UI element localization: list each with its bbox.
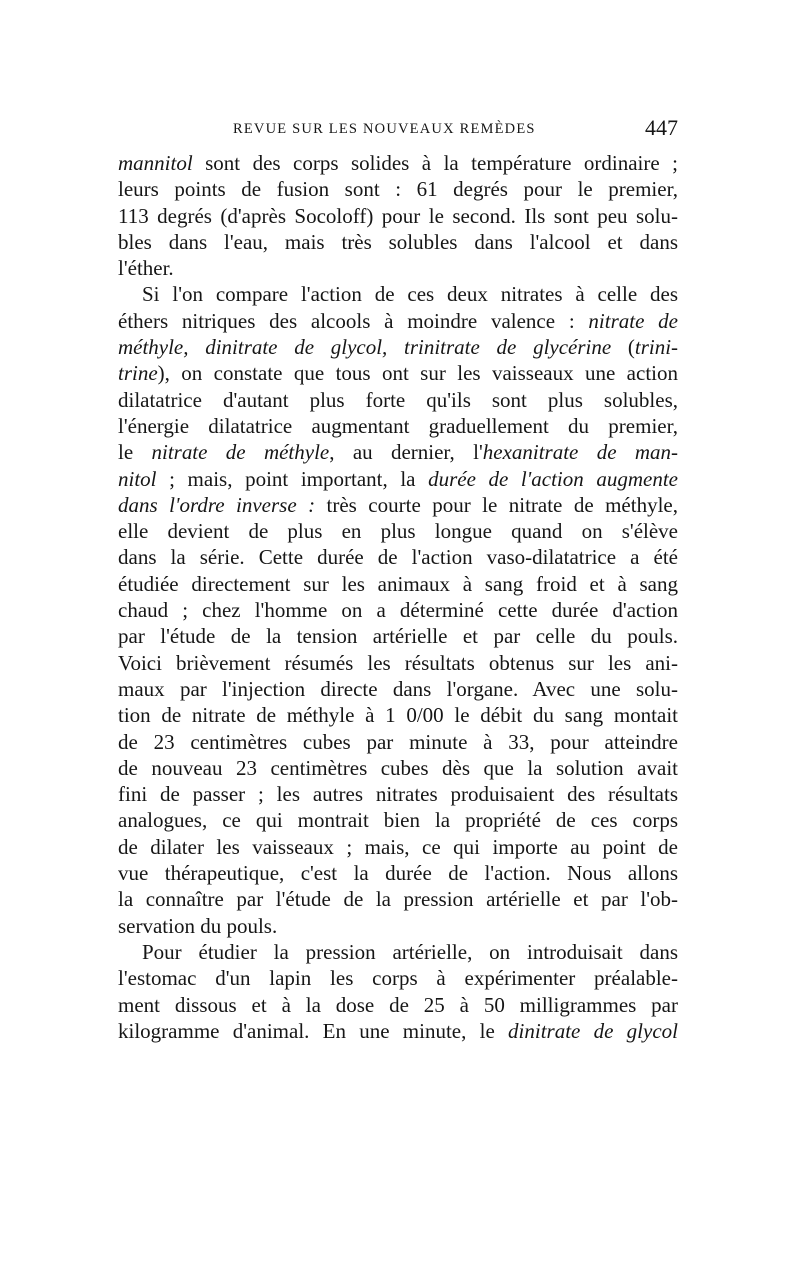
text-segment: fini de passer ; les autres nitrates produisaient des résultats bbox=[118, 782, 678, 807]
text-line bbox=[118, 650, 678, 676]
text-segment: de 23 centimètres cubes par minute à 33, pour atteindre bbox=[118, 729, 678, 754]
text-line bbox=[118, 623, 678, 649]
text-line bbox=[118, 255, 678, 281]
page-number: 447 bbox=[645, 115, 678, 140]
text-segment: sont des corps solides à la température ordinaire ; bbox=[192, 151, 678, 175]
text-line bbox=[118, 203, 678, 229]
body-text bbox=[118, 150, 678, 1044]
text-line bbox=[118, 150, 678, 176]
text-segment: l'énergie dilatatrice augmentant graduellement du premier, bbox=[118, 413, 678, 438]
italic-text: trine bbox=[118, 361, 158, 386]
text-line bbox=[118, 886, 678, 912]
text-segment: analogues, ce qui montrait bien la propriété de ces corps bbox=[118, 808, 678, 833]
text-segment: , au dernier, l' bbox=[329, 440, 483, 465]
text-segment: la connaître par l'étude de la pression artérielle et par l'ob- bbox=[118, 887, 678, 912]
text-line bbox=[118, 597, 678, 623]
text-segment: bles dans l'eau, mais très solubles dans l'alcool et dans bbox=[118, 229, 678, 254]
text-segment: l'éther. bbox=[118, 256, 174, 281]
text-segment: très courte pour le nitrate de méthyle, bbox=[315, 492, 678, 517]
text-line bbox=[118, 913, 678, 939]
text-segment: vue thérapeutique, c'est la durée de l'action. Nous allons bbox=[118, 861, 678, 886]
text-segment: ( bbox=[611, 335, 635, 360]
text-line bbox=[118, 860, 678, 886]
text-segment: elle devient de plus en plus longue quand on s'élève bbox=[118, 519, 678, 544]
text-segment: ment dissous et à la dose de 25 à 50 milligrammes par bbox=[118, 992, 678, 1017]
italic-text: trini- bbox=[634, 335, 679, 360]
text-segment: servation du pouls. bbox=[118, 913, 278, 938]
text-line bbox=[118, 781, 678, 807]
text-line bbox=[118, 413, 678, 439]
italic-text: dans l'ordre inverse : bbox=[118, 492, 316, 517]
text-segment: dans la série. Cette durée de l'action vaso-dilatatrice a été bbox=[118, 545, 678, 570]
text-segment: tion de nitrate de méthyle à 1 0/00 le débit du sang montait bbox=[118, 703, 678, 728]
italic-text: dinitrate de glycol bbox=[508, 1018, 678, 1043]
text-line bbox=[118, 229, 678, 255]
text-segment: kilogramme d'animal. En une minute, le bbox=[118, 1018, 509, 1043]
text-line bbox=[118, 702, 678, 728]
text-line bbox=[118, 755, 678, 781]
text-segment: dilatatrice d'autant plus forte qu'ils sont plus solubles, bbox=[118, 387, 678, 412]
text-segment: Si l'on compare l'action de ces deux nitrates à celle des bbox=[142, 282, 678, 307]
text-segment: leurs points de fusion sont : 61 degrés pour le premier, bbox=[118, 177, 678, 202]
text-line bbox=[118, 1018, 678, 1044]
text-line bbox=[118, 992, 678, 1018]
text-segment: le bbox=[118, 440, 152, 465]
text-line bbox=[118, 176, 678, 202]
text-segment: 113 degrés (d'après Socoloff) pour le second. Ils sont peu solu- bbox=[118, 203, 678, 228]
text-line bbox=[118, 965, 678, 991]
text-line bbox=[118, 729, 678, 755]
text-line bbox=[118, 807, 678, 833]
italic-text: durée de l'action augmente bbox=[428, 466, 678, 491]
italic-text: nitrate de méthyle bbox=[151, 440, 330, 465]
text-segment: par l'étude de la tension artérielle et par celle du pouls. bbox=[118, 624, 678, 649]
running-head: REVUE SUR LES NOUVEAUX REMÈDES bbox=[233, 121, 536, 137]
text-line bbox=[118, 834, 678, 860]
italic-text: hexanitrate de man- bbox=[482, 440, 678, 465]
italic-text: méthyle, dinitrate de glycol, trinitrate de glycérine bbox=[118, 335, 612, 360]
text-segment: éthers nitriques des alcools à moindre valence : bbox=[118, 308, 589, 333]
text-line bbox=[118, 939, 678, 965]
italic-text: mannitol bbox=[118, 151, 193, 175]
text-segment: de dilater les vaisseaux ; mais, ce qui importe au point de bbox=[118, 834, 678, 859]
text-segment: maux par l'injection directe dans l'organe. Avec une solu- bbox=[118, 676, 678, 701]
italic-text: nitrate de bbox=[588, 308, 678, 333]
text-line bbox=[118, 544, 678, 570]
text-line bbox=[118, 334, 678, 360]
text-segment: de nouveau 23 centimètres cubes dès que la solution avait bbox=[118, 755, 678, 780]
text-segment: l'estomac d'un lapin les corps à expérimenter préalable- bbox=[118, 966, 678, 991]
text-line bbox=[118, 308, 678, 334]
text-line bbox=[118, 676, 678, 702]
text-segment: Pour étudier la pression artérielle, on introduisait dans bbox=[142, 939, 678, 964]
text-segment: Voici brièvement résumés les résultats obtenus sur les ani- bbox=[118, 650, 678, 675]
text-line bbox=[118, 281, 678, 307]
page-header bbox=[120, 117, 680, 145]
text-line bbox=[118, 360, 678, 386]
text-segment: ), on constate que tous ont sur les vaisseaux une action bbox=[157, 361, 678, 386]
text-line bbox=[118, 518, 678, 544]
text-segment: ; mais, point important, la bbox=[156, 466, 429, 491]
text-line bbox=[118, 466, 678, 492]
text-line bbox=[118, 439, 678, 465]
text-line bbox=[118, 492, 678, 518]
text-line bbox=[118, 387, 678, 413]
text-segment: chaud ; chez l'homme on a déterminé cette durée d'action bbox=[118, 598, 678, 623]
text-segment: étudiée directement sur les animaux à sang froid et à sang bbox=[118, 571, 678, 596]
italic-text: nitol bbox=[118, 466, 157, 491]
text-line bbox=[118, 571, 678, 597]
